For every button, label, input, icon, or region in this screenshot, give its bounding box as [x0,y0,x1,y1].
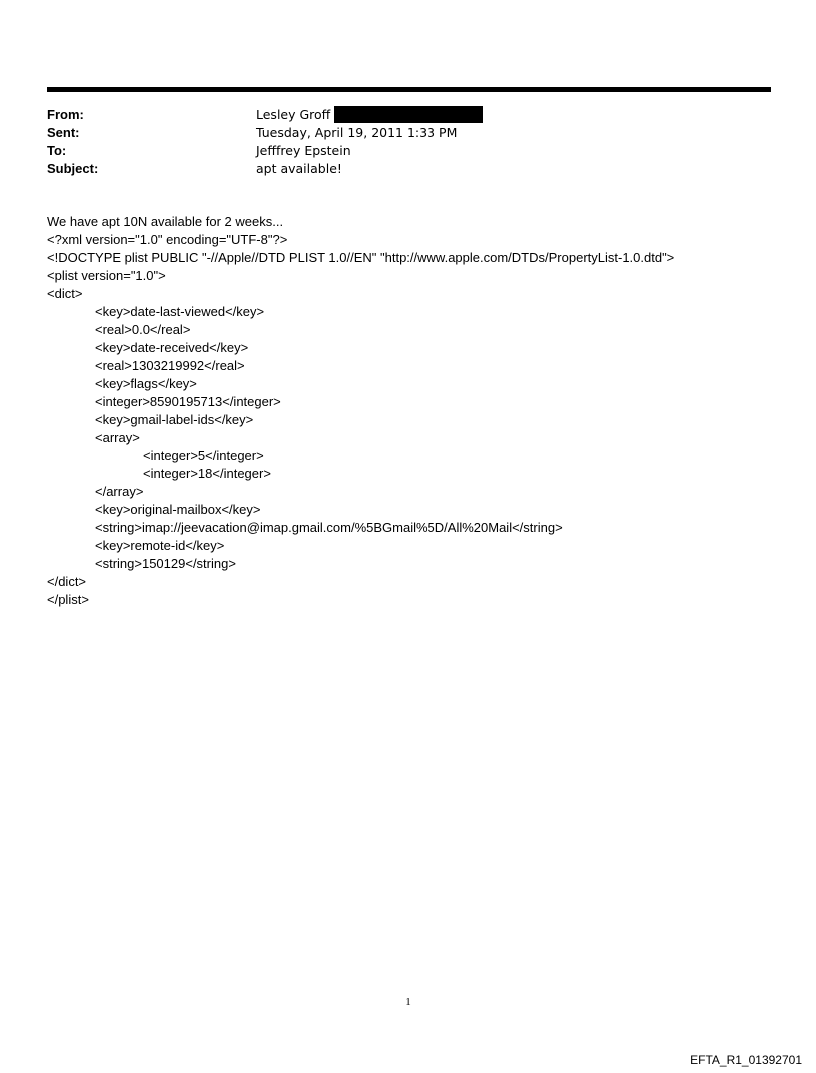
page-number: 1 [405,996,411,1008]
body-line: <integer>18</integer> [143,466,271,481]
header-to-row [47,142,767,160]
header-sent-row [47,124,767,142]
from-value: Lesley Groff [256,107,331,122]
body-line: We have apt 10N available for 2 weeks... [47,214,284,229]
to-label: To: [47,143,67,158]
body-line: <string>imap://jeevacation@imap.gmail.com/%5BGmail%5D/All%20Mail</string> [95,520,563,535]
body-line: <real>0.0</real> [95,322,191,337]
body-line: <key>original-mailbox</key> [95,502,261,517]
header-rule [47,87,771,92]
from-label: From: [47,107,84,122]
body-line: <?xml version="1.0" encoding="UTF-8"?> [47,232,288,247]
from-value-wrap [256,106,483,124]
sent-label: Sent: [47,125,80,140]
redaction-block [334,106,483,123]
body-line: <key>gmail-label-ids</key> [95,412,254,427]
body-line: <!DOCTYPE plist PUBLIC "-//Apple//DTD PLIST 1.0//EN" "http://www.apple.com/DTDs/PropertyList-1.0.dtd"> [47,250,675,265]
subject-label: Subject: [47,161,99,176]
header-from-row [47,106,767,124]
body-line: </array> [95,484,144,499]
header-subject-row [47,160,767,178]
body-line: </plist> [47,592,89,607]
to-value: Jefffrey Epstein [256,143,351,158]
body-line: </dict> [47,574,87,589]
sent-value: Tuesday, April 19, 2011 1:33 PM [256,125,458,140]
body-line: <string>150129</string> [95,556,236,571]
body-line: <array> [95,430,140,445]
body-line: <real>1303219992</real> [95,358,245,373]
body-line: <dict> [47,286,83,301]
body-line: <key>remote-id</key> [95,538,225,553]
body-line: <integer>5</integer> [143,448,264,463]
email-body [47,213,787,609]
document-id: EFTA_R1_01392701 [690,1053,802,1067]
body-line: <key>date-last-viewed</key> [95,304,265,319]
body-line: <integer>8590195713</integer> [95,394,281,409]
body-line: <key>flags</key> [95,376,197,391]
subject-value: apt available! [256,161,342,176]
email-header [47,106,767,178]
body-line: <plist version="1.0"> [47,268,166,283]
body-line: <key>date-received</key> [95,340,249,355]
